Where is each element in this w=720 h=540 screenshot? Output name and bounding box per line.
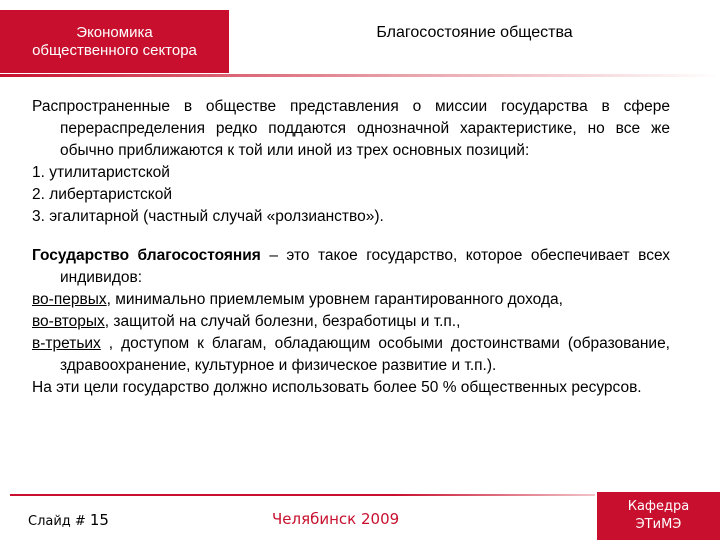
department-box: [597, 492, 720, 540]
welfare-item-text: , минимально приемлемым уровнем гарантированного дохода,: [106, 291, 563, 308]
welfare-item-text: , защитой на случай болезни, безработицы и т.п.,: [104, 313, 461, 330]
welfare-item: [32, 289, 670, 311]
spacer: [32, 228, 670, 245]
intro-paragraph: Распространенные в обществе представления о миссии государства в сфере перераспределения редко поддаются однозначной характеристике, но все же обычно приближаются к той или иной из трех основных позиций:: [32, 98, 670, 159]
footer-divider: [395, 494, 595, 496]
position-item: 1. утилитаристской: [32, 164, 170, 181]
footer-divider: [10, 494, 395, 496]
department-line2: ЭТиМЭ: [635, 517, 682, 532]
welfare-item-lead: в-третьих: [32, 335, 101, 352]
course-title-line1: Экономика: [76, 23, 153, 41]
definition-paragraph: [32, 245, 670, 289]
definition-text: – это такое государство, которое обеспечивает всех индивидов:: [60, 247, 670, 286]
course-title-line2: общественного сектора: [32, 41, 197, 59]
slide-number-value: 15: [89, 511, 109, 529]
department-line1: Кафедра: [627, 499, 690, 514]
welfare-item-lead: во-вторых: [32, 313, 105, 330]
closing-paragraph: На эти цели государство должно использовать более 50 % общественных ресурсов.: [32, 379, 642, 396]
header-divider: [0, 74, 720, 77]
welfare-item: [32, 311, 670, 333]
welfare-item: [32, 333, 670, 377]
welfare-item-text: , доступом к благам, обладающим особыми достоинствами (образование, здравоохранение, культурное и физическое развитие и т.п.).: [60, 335, 670, 374]
position-item: 2. либертаристской: [32, 186, 173, 203]
position-item: 3. эгалитарной (частный случай «ролзианство»).: [32, 208, 384, 225]
welfare-item-lead: во-первых: [32, 291, 107, 308]
slide-title: Благосостояние общества: [376, 24, 573, 41]
footer-city-year: Челябинск 2009: [272, 510, 400, 528]
slide-content: [32, 96, 670, 399]
course-title-box: [0, 10, 229, 73]
definition-term: Государство благосостояния: [32, 247, 261, 264]
slide-number: [28, 511, 109, 529]
slide-number-label: Слайд #: [28, 514, 86, 529]
